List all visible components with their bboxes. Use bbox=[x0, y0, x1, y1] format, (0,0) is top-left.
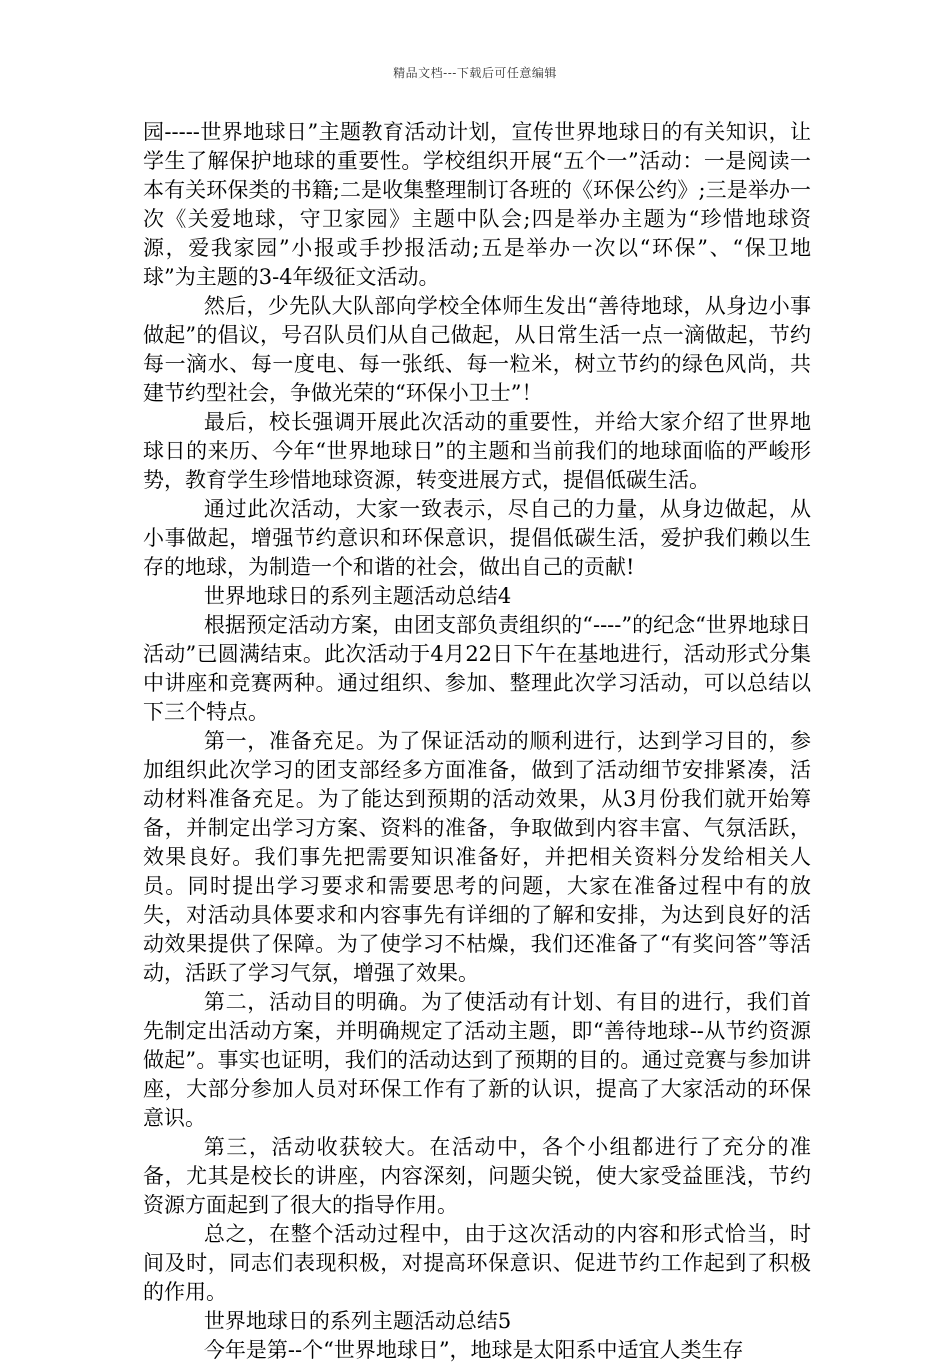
paragraph: 通过此次活动，大家一致表示，尽自己的力量，从身边做起，从小事做起，增强节约意识和环保意识，提倡低碳生活，爱护我们赖以生存的地球，为制造一个和谐的社会，做出自己的贡献! bbox=[143, 497, 811, 579]
paragraph: 根据预定活动方案，由团支部负责组织的“----”的纪念“世界地球日活动”已圆满结束。此次活动于4月22日下午在基地进行，活动形式分集中讲座和竞赛两种。通过组织、参加、整理此次学习活动，可以总结以下三个特点。 bbox=[143, 613, 811, 724]
paragraph: 第三，活动收获较大。在活动中，各个小组都进行了充分的准备，尤其是校长的讲座，内容深刻，问题尖锐，使大家受益匪浅，节约资源方面起到了很大的指导作用。 bbox=[143, 1135, 811, 1217]
paragraph: 最后，校长强调开展此次活动的重要性，并给大家介绍了世界地球日的来历、今年“世界地球日”的主题和当前我们的地球面临的严峻形势，教育学生珍惜地球资源，转变进展方式，提倡低碳生活。 bbox=[143, 410, 811, 492]
paragraph: 第一，准备充足。为了保证活动的顺利进行，达到学习目的，参加组织此次学习的团支部经多方面准备，做到了活动细节安排紧凑，活动材料准备充足。为了能达到预期的活动效果，从3月份我们就开始筹备，并制定出学习方案、资料的准备，争取做到内容丰富、气氛活跃，效果良好。我们事先把需要知识准备好，并把相关资料分发给相关人员。同时提出学习要求和需要思考的问题，大家在准备过程中有的放失，对活动具体要求和内容事先有详细的了解和安排，为达到良好的活动效果提供了保障。为了使学习不枯燥，我们还准备了“有奖问答”等活动，活跃了学习气氛，增强了效果。 bbox=[143, 729, 811, 985]
paragraph: 总之，在整个活动过程中，由于这次活动的内容和形式恰当，时间及时，同志们表现积极，对提高环保意识、促进节约工作起到了积极的作用。 bbox=[143, 1222, 811, 1304]
paragraph: 园-----世界地球日”主题教育活动计划，宣传世界地球日的有关知识，让学生了解保护地球的重要性。学校组织开展“五个一”活动：一是阅读一本有关环保类的书籍;二是收集整理制订各班的《环保公约》;三是举办一次《关爱地球，守卫家园》主题中队会;四是举办主题为“珍惜地球资源，爱我家园”小报或手抄报活动;五是举办一次以“环保”、“保卫地球”为主题的3-4年级征文活动。 bbox=[143, 120, 811, 289]
document-body bbox=[143, 118, 811, 1365]
paragraph: 今年是第--个“世界地球日”，地球是太阳系中适宜人类生存 bbox=[203, 1338, 744, 1362]
section-heading: 世界地球日的系列主题活动总结5 bbox=[203, 1309, 512, 1333]
page-header: 精品文档---下载后可任意编辑 bbox=[393, 66, 557, 80]
paragraph: 第二，活动目的明确。为了使活动有计划、有目的进行，我们首先制定出活动方案，并明确规定了活动主题，即“善待地球--从节约资源做起”。事实也证明，我们的活动达到了预期的目的。通过竞赛与参加讲座，大部分参加人员对环保工作有了新的认识，提高了大家活动的环保意识。 bbox=[143, 990, 811, 1130]
paragraph: 然后，少先队大队部向学校全体师生发出“善待地球，从身边小事做起”的倡议，号召队员们从自己做起，从日常生活一点一滴做起，节约每一滴水、每一度电、每一张纸、每一粒米，树立节约的绿色风尚，共建节约型社会，争做光荣的“环保小卫士”！ bbox=[143, 294, 811, 405]
section-heading: 世界地球日的系列主题活动总结4 bbox=[203, 584, 512, 608]
